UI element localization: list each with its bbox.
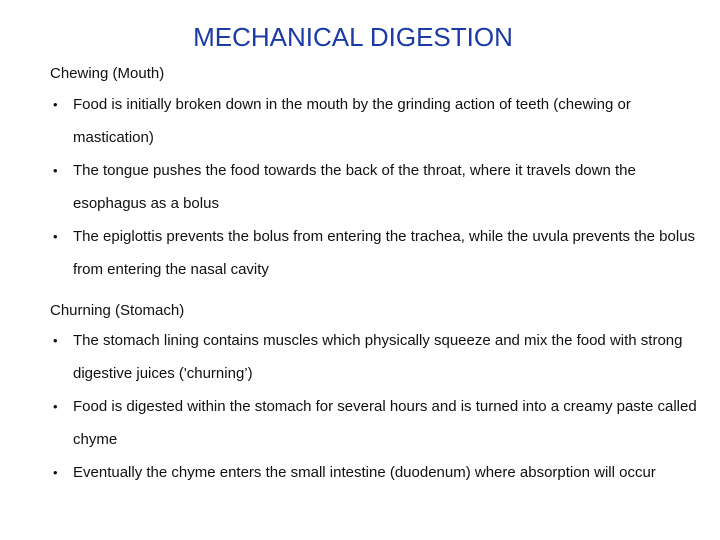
- bullet-text: The epiglottis prevents the bolus from entering the trachea, while the uvula prevents the bolus from entering the nasal cavity: [73, 228, 696, 278]
- bullet-icon: •: [53, 399, 58, 414]
- bullet-list-churning: [50, 325, 710, 491]
- bullet-icon: •: [53, 333, 58, 348]
- bullet-list-chewing: [50, 89, 710, 287]
- bullet-text: The tongue pushes the food towards the back of the throat, where it travels down the esophagus as a bolus: [73, 162, 636, 212]
- list-item: [50, 89, 710, 154]
- section-heading-churning: Churning (Stomach): [50, 302, 185, 319]
- bullet-text: Food is initially broken down in the mouth by the grinding action of teeth (chewing or mastication): [73, 96, 631, 146]
- bullet-text: The stomach lining contains muscles which physically squeeze and mix the food with strong digestive juices ('churning’): [73, 332, 683, 382]
- list-item: [50, 325, 710, 390]
- bullet-icon: •: [53, 97, 58, 112]
- list-item: [50, 221, 710, 286]
- bullet-text: Food is digested within the stomach for several hours and is turned into a creamy paste called chyme: [73, 398, 697, 448]
- list-item: [50, 457, 710, 490]
- bullet-icon: •: [53, 163, 58, 178]
- list-item: [50, 391, 710, 456]
- slide-title: MECHANICAL DIGESTION: [193, 22, 513, 52]
- bullet-icon: •: [53, 229, 58, 244]
- section-heading-chewing: Chewing (Mouth): [50, 65, 165, 82]
- list-item: [50, 155, 710, 220]
- bullet-icon: •: [53, 465, 58, 480]
- bullet-text: Eventually the chyme enters the small intestine (duodenum) where absorption will occur: [73, 464, 656, 481]
